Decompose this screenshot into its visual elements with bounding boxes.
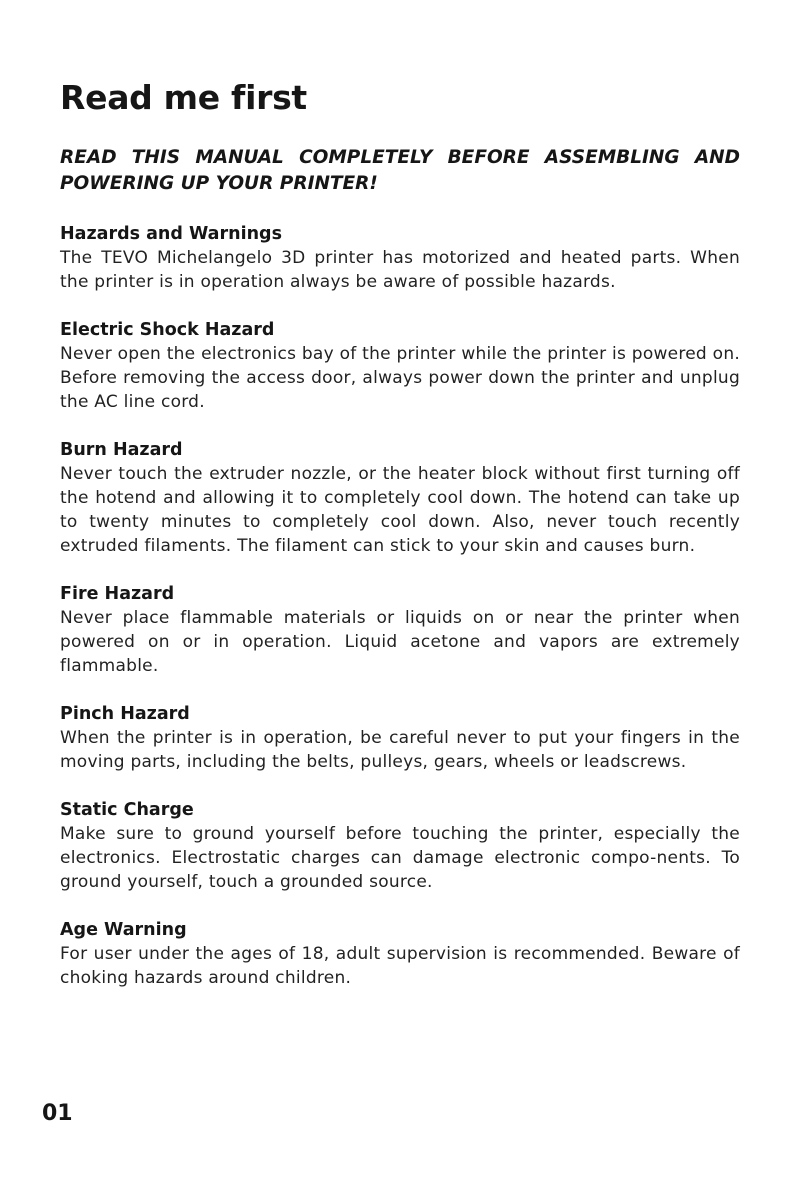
section-heading: Pinch Hazard	[60, 704, 190, 724]
section-burn-hazard	[60, 438, 740, 558]
page-number: 01	[42, 1101, 73, 1126]
section-heading: Age Warning	[60, 920, 187, 940]
section-body: Make sure to ground yourself before touching the printer, especially the electronics. Electrostatic charges can damage electronic compo-nents. To ground yourself, touch a grounded source.	[60, 824, 740, 892]
warning-subtitle: READ THIS MANUAL COMPLETELY BEFORE ASSEMBLING AND POWERING UP YOUR PRINTER!	[60, 147, 740, 194]
section-fire-hazard	[60, 582, 740, 678]
section-body: Never touch the extruder nozzle, or the heater block without first turning off the hotend and allowing it to completely cool down. The hotend can take up to twenty minutes to completely cool down. Also, never touch recently extruded filaments. The filament can stick to your skin and causes burn.	[60, 464, 740, 556]
section-heading: Fire Hazard	[60, 584, 175, 604]
section-age-warning	[60, 918, 740, 990]
section-body: The TEVO Michelangelo 3D printer has motorized and heated parts. When the printer is in operation always be aware of possible hazards.	[60, 248, 740, 292]
section-electric-shock-hazard	[60, 318, 740, 414]
section-body: Never place flammable materials or liquids on or near the printer when powered on or in operation. Liquid acetone and vapors are extremely flammable.	[60, 608, 740, 676]
section-heading: Hazards and Warnings	[60, 224, 282, 244]
section-heading: Electric Shock Hazard	[60, 320, 275, 340]
page-title: Read me first	[60, 78, 307, 117]
section-body: When the printer is in operation, be careful never to put your fingers in the moving parts, including the belts, pulleys, gears, wheels or leadscrews.	[60, 728, 740, 772]
section-body: Never open the electronics bay of the printer while the printer is powered on. Before removing the access door, always power down the printer and unplug the AC line cord.	[60, 344, 740, 412]
section-hazards-and-warnings	[60, 222, 740, 294]
section-static-charge	[60, 798, 740, 894]
section-heading: Burn Hazard	[60, 440, 183, 460]
section-heading: Static Charge	[60, 800, 194, 820]
section-pinch-hazard	[60, 702, 740, 774]
section-body: For user under the ages of 18, adult supervision is recommended. Beware of choking hazards around children.	[60, 944, 740, 988]
hazard-sections	[60, 222, 740, 1014]
